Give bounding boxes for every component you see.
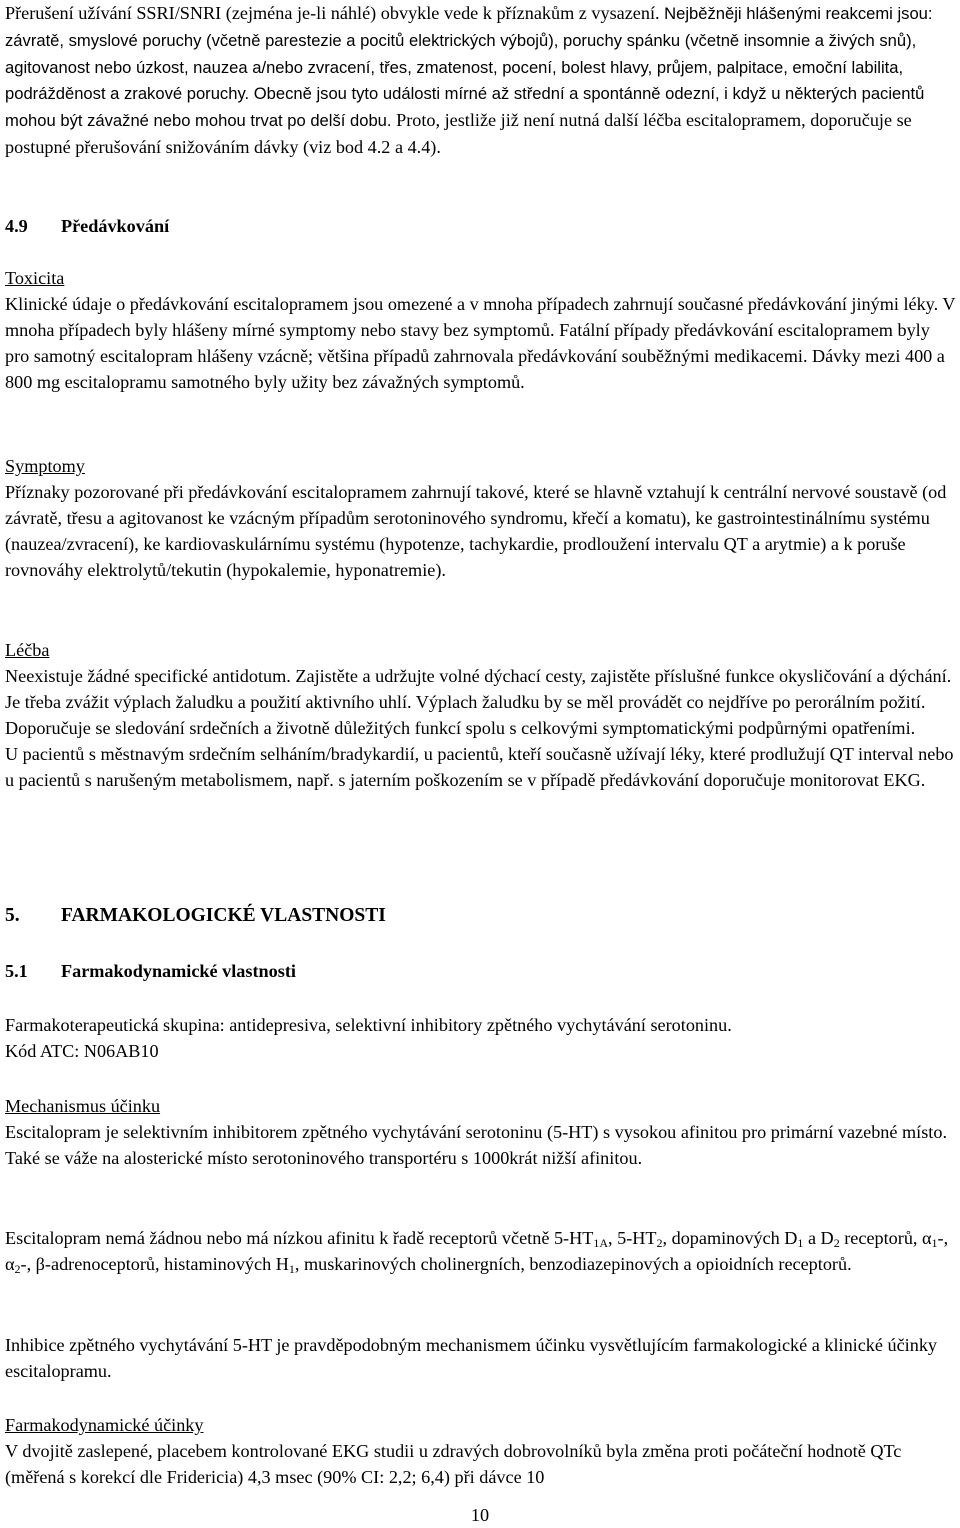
section-title: Farmakodynamické vlastnosti [61, 961, 296, 981]
page-number: 10 [470, 1505, 490, 1525]
withdrawal-first-sentence: Přerušení užívání SSRI/SNRI (zejména je-li náhlé) obvykle vede k příznakům z vysazení. [5, 3, 665, 23]
pharmacodynamic-heading: Farmakodynamické účinky [5, 1415, 204, 1435]
mechanism-text: Escitalopram je selektivním inhibitorem zpětného vychytávání serotoninu (5-HT) s vysokou afinitou pro primární vazebné místo. Také se váže na alosterické místo serotoninového transportéru s 1000krát nižší afinitou. [5, 1122, 947, 1168]
pharmacodynamic-effects-block [5, 1412, 957, 1490]
mechanism-block [5, 1093, 957, 1171]
section-5-heading [5, 903, 957, 929]
receptor-affinity-paragraph: Escitalopram nemá žádnou nebo má nízkou afinitu k řadě receptorů včetně $5-HT_{1A}$, $5-HT_2$, dopaminových $D_1$ a $D_2$ receptorů, $\alpha_1-$, $\alpha_2-$, β-adrenoceptorů, histaminových $H_1$, muskarinových cholinergních, benzodiazepinových a opioidních receptorů. [5, 1228, 949, 1276]
withdrawal-paragraph [5, 0, 957, 160]
toxicity-text: Klinické údaje o předávkování escitalopramem jsou omezené a v mnoha případech zahrnují současné předávkování jinými léky. V mnoha případech byly hlášeny mírné symptomy nebo stavy bez symptomů. Fatální případy předávkování escitalopramem byly pro samotný escitalopram hlášeny vzácně; většina případů zahrnovala předávkování souběžnými medikacemi. Dávky mezi 400 a 800 mg escitalopramu samotného byly užity bez závažných symptomů. [5, 294, 956, 392]
atc-code: Kód ATC: N06AB10 [5, 1041, 159, 1061]
withdrawal-recommendation-text: Proto, jestliže již není nutná další léčba escitalopramem, doporučuje se postupné přerušování snižováním dávky (viz bod 4.2 a 4.4). [5, 110, 912, 157]
pharmacodynamic-text: V dvojitě zaslepené, placebem kontrolované EKG studii u zdravých dobrovolníků byla změna proti počáteční hodnotě QTc (měřená s korekcí dle Fridericia) 4,3 msec (90% CI: 2,2; 6,4) při dávce 10 [5, 1441, 902, 1487]
toxicity-block [5, 265, 957, 395]
section-number: 5. [5, 905, 20, 926]
withdrawal-reactions-text: Nejběžněji hlášenými reakcemi jsou: závratě, smyslové poruchy (včetně parestezie a pocitů elektrických výbojů), poruchy spánku (včetně insomnie a živých snů), agitovanost nebo úzkost, nauzea a/nebo zvracení, třes, zmatenost, pocení, bolest hlavy, průjem, palpitace, emoční labilita, podrážděnost a zrakové poruchy. Obecně jsou tyto události mírné až střední a spontánně odezní, i když u některých pacientů mohou být závažné nebo mohou trvat po delší dobu. [5, 4, 933, 131]
section-title: FARMAKOLOGICKÉ VLASTNOSTI [61, 905, 386, 926]
atc-block [5, 1012, 957, 1064]
treatment-text-2: U pacientů s městnavým srdečním selháním/bradykardií, u pacientů, kteří současně užívají léky, které prodlužují QT interval nebo u pacientů s narušeným metabolismem, např. s jaterním poškozením se v případě předávkování doporučuje monitorovat EKG. [5, 744, 954, 790]
treatment-heading: Léčba [5, 640, 50, 660]
section-number: 5.1 [5, 961, 28, 981]
toxicity-heading: Toxicita [5, 268, 65, 288]
pharmacotherapeutic-group: Farmakoterapeutická skupina: antidepresiva, selektivní inhibitory zpětného vychytávání serotoninu. [5, 1015, 732, 1035]
inhibition-paragraph [5, 1332, 957, 1384]
mechanism-heading: Mechanismus účinku [5, 1096, 161, 1116]
section-number: 4.9 [5, 216, 28, 236]
section-5-1-heading [5, 958, 957, 984]
treatment-text-1: Neexistuje žádné specifické antidotum. Zajistěte a udržujte volné dýchací cesty, zajistěte příslušné funkce okysličování a dýchání. Je třeba zvážit výplach žaludku a použití aktivního uhlí. Výplach žaludku by se měl provádět co nejdříve po perorálním požití. Doporučuje se sledování srdečních a životně důležitých funkcí spolu s celkovými symptomatickými podpůrnými opatřeními. [5, 666, 952, 738]
symptoms-heading: Symptomy [5, 456, 85, 476]
symptoms-text: Příznaky pozorované při předávkování escitalopramem zahrnují takové, které se hlavně vztahují k centrální nervové soustavě (od závratě, třesu a agitovanost ke vzácným případům serotoninového syndromu, křečí a komatu), ke gastrointestinálnímu systému (nauzea/zvracení), ke kardiovaskulárnímu systému (hypotenze, tachykardie, prodloužení intervalu QT a arytmie) a k poruše rovnováhy elektrolytů/tekutin (hypokalemie, hyponatremie). [5, 482, 947, 580]
section-title: Předávkování [61, 216, 170, 236]
treatment-block [5, 637, 957, 793]
symptoms-block [5, 453, 957, 583]
inhibition-text: Inhibice zpětného vychytávání 5-HT je pravděpodobným mechanismem účinku vysvětlujícím farmakologické a klinické účinky escitalopramu. [5, 1335, 938, 1381]
section-4-9-heading [5, 213, 957, 239]
